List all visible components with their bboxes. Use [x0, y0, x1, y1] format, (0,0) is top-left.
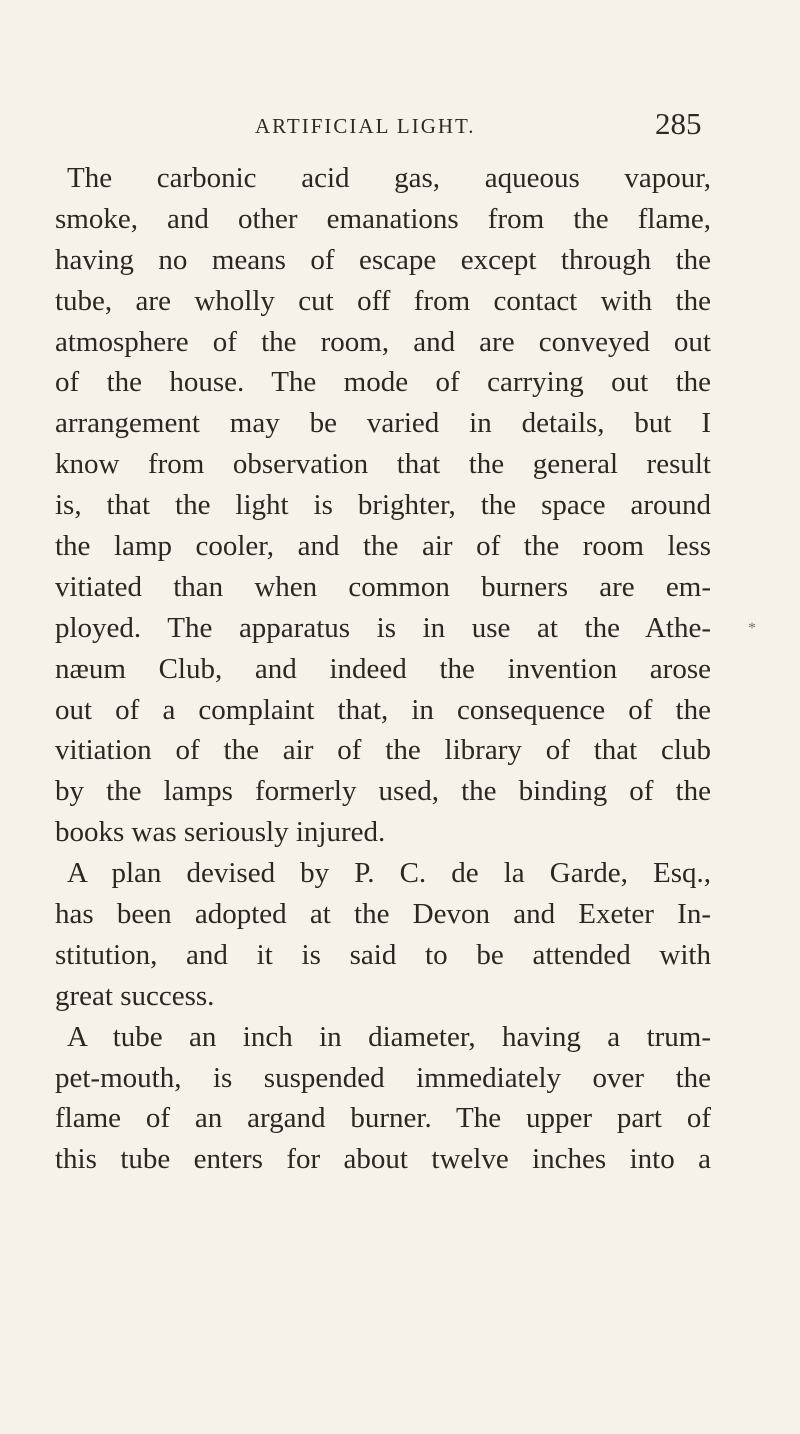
text-line: stitution, and it is said to be attended with	[55, 938, 711, 971]
text-line: books was seriously injured.	[55, 816, 386, 849]
body-text	[55, 158, 711, 1180]
running-title: ARTIFICIAL LIGHT.	[255, 114, 476, 138]
page-number: 285	[655, 106, 702, 141]
text-line: næum Club, and indeed the invention arose	[55, 652, 711, 685]
text-line: vitiation of the air of the library of that club	[55, 734, 711, 767]
margin-mark: *	[748, 620, 756, 637]
text-line: A tube an inch in diameter, having a trum-	[67, 1020, 711, 1053]
running-head	[0, 106, 800, 146]
text-line: know from observation that the general result	[55, 448, 711, 481]
text-line: arrangement may be varied in details, but I	[55, 407, 711, 440]
text-line: by the lamps formerly used, the binding of the	[55, 775, 711, 808]
text-line: the lamp cooler, and the air of the room less	[55, 530, 711, 563]
text-line: smoke, and other emanations from the flame,	[55, 202, 711, 235]
text-line: has been adopted at the Devon and Exeter In-	[55, 898, 711, 931]
text-line: ployed. The apparatus is in use at the Athe-	[55, 611, 711, 644]
text-line: atmosphere of the room, and are conveyed out	[55, 325, 711, 358]
text-line: flame of an argand burner. The upper part of	[55, 1102, 711, 1135]
text-line: great success.	[55, 979, 215, 1012]
text-line: A plan devised by P. C. de la Garde, Esq.,	[67, 857, 711, 890]
text-line: is, that the light is brighter, the space around	[55, 489, 711, 522]
text-line: pet-mouth, is suspended immediately over the	[55, 1061, 711, 1094]
text-line: vitiated than when common burners are em-	[55, 570, 711, 603]
text-line: tube, are wholly cut off from contact with the	[55, 284, 711, 317]
text-line: having no means of escape except through the	[55, 243, 711, 276]
text-line: this tube enters for about twelve inches into a	[55, 1143, 711, 1176]
text-line: out of a complaint that, in consequence of the	[55, 693, 711, 726]
text-line: of the house. The mode of carrying out the	[55, 366, 711, 399]
text-line: The carbonic acid gas, aqueous vapour,	[67, 162, 711, 194]
